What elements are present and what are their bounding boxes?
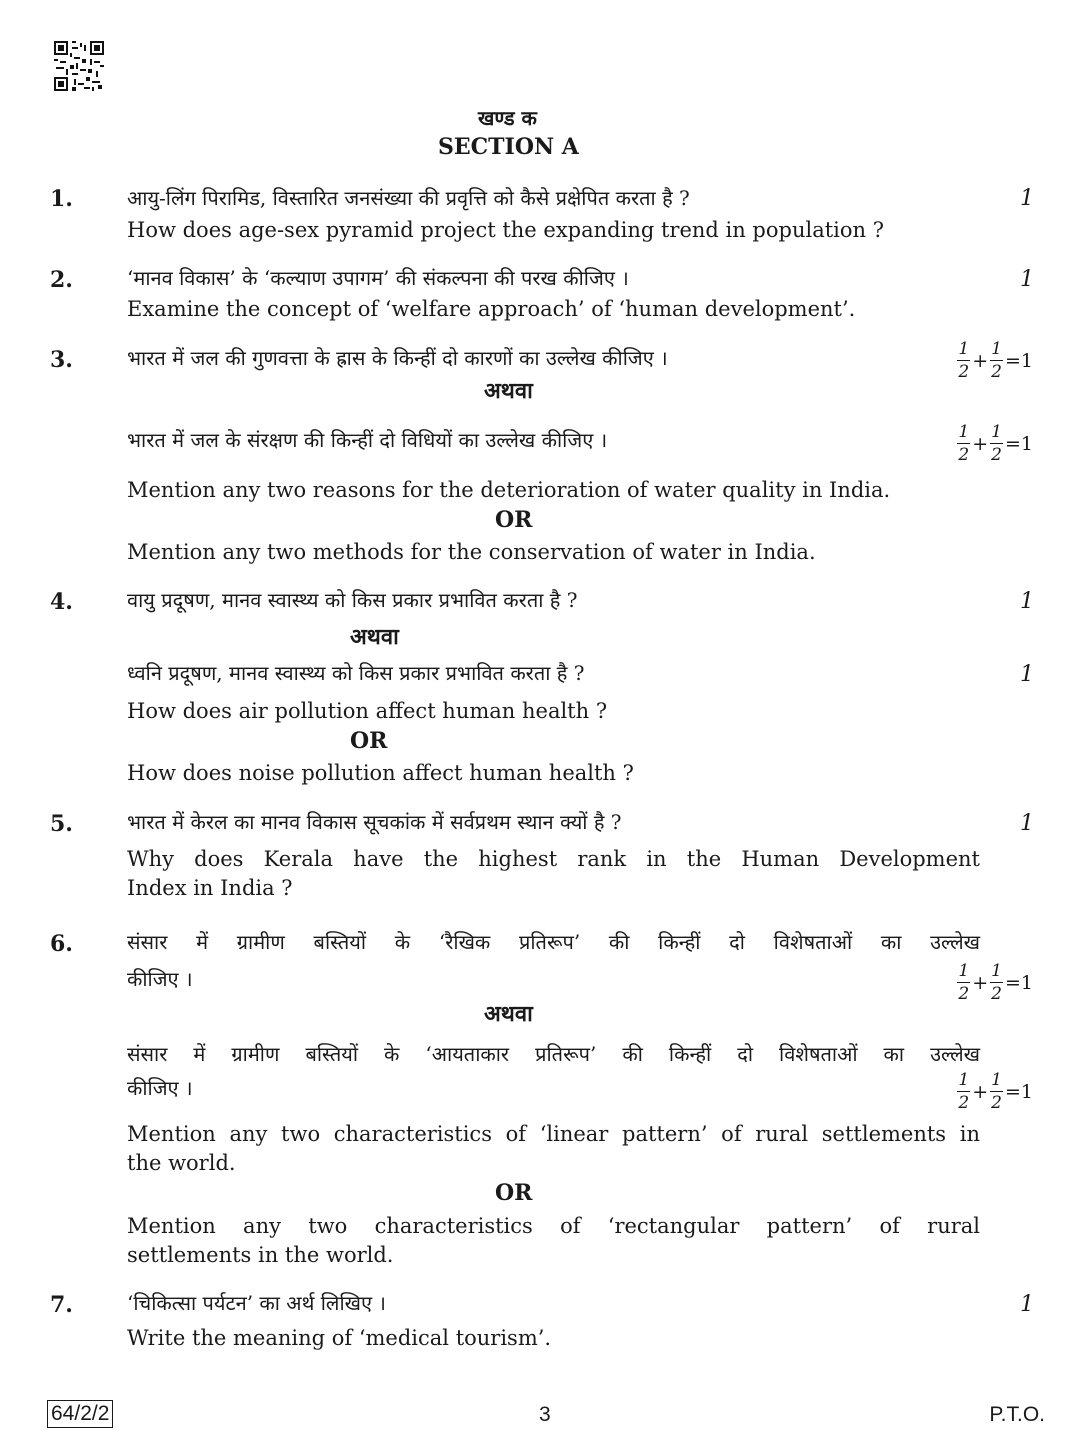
question-number: 2. xyxy=(50,267,73,293)
question-text-english: Examine the concept of ‘welfare approach’ of ‘human development’. xyxy=(127,297,856,321)
question-text-english: Mention any two reasons for the deterioration of water quality in India. xyxy=(127,478,891,502)
question-text-hindi: संसार में ग्रामीण बस्तियों के ‘रैखिक प्रतिरूप’ की किन्हीं दो विशेषताओं का उल्लेख xyxy=(127,930,980,954)
question-text-hindi: भारत में केरल का मानव विकास सूचकांक में सर्वप्रथम स्थान क्यों है ? xyxy=(127,810,622,834)
question-text-english: the world. xyxy=(127,1151,236,1175)
question-text-hindi: कीजिए । xyxy=(127,967,193,991)
question-marks-split: $\frac{1}{2}$ + $\frac{1}{2}$ =1 xyxy=(958,339,1033,382)
or-divider: OR xyxy=(495,507,533,533)
question-alt-text-hindi: कीजिए । xyxy=(127,1076,193,1100)
or-divider-hindi: अथवा xyxy=(484,378,533,404)
question-alt-text-english: settlements in the world. xyxy=(127,1243,394,1267)
question-text-hindi: ‘मानव विकास’ के ‘कल्याण उपागम’ की संकल्पना की परख कीजिए । xyxy=(127,266,629,290)
question-marks-split: $\frac{1}{2}$ + $\frac{1}{2}$ =1 xyxy=(958,1070,1033,1113)
question-number: 7. xyxy=(50,1292,73,1318)
question-text-english: How does age-sex pyramid project the expanding trend in population ? xyxy=(127,218,884,242)
question-marks: 1 xyxy=(1020,186,1034,211)
pto-label: P.T.O. xyxy=(989,1403,1045,1426)
question-text-english: Write the meaning of ‘medical tourism’. xyxy=(127,1326,552,1350)
question-marks-split: $\frac{1}{2}$ + $\frac{1}{2}$ =1 xyxy=(958,961,1033,1004)
question-text-hindi: ‘चिकित्सा पर्यटन’ का अर्थ लिखिए । xyxy=(127,1291,387,1315)
question-number: 6. xyxy=(50,931,73,957)
question-marks: 1 xyxy=(1020,662,1034,687)
question-marks-split: $\frac{1}{2}$ + $\frac{1}{2}$ =1 xyxy=(958,422,1033,465)
question-text-english: Index in India ? xyxy=(127,876,293,900)
qr-code xyxy=(54,41,104,91)
question-text-hindi: भारत में जल की गुणवत्ता के ह्रास के किन्हीं दो कारणों का उल्लेख कीजिए । xyxy=(127,346,668,370)
question-alt-text-english: Mention any two characteristics of ‘rectangular pattern’ of rural xyxy=(127,1214,980,1238)
section-title-hindi: खण्ड क xyxy=(478,106,537,130)
section-title: SECTION A xyxy=(438,134,579,160)
paper-code: 64/2/2 xyxy=(47,1400,113,1428)
question-marks: 1 xyxy=(1020,811,1034,836)
or-divider-hindi: अथवा xyxy=(484,1001,533,1027)
question-marks: 1 xyxy=(1020,267,1034,292)
question-text-english: Mention any two characteristics of ‘linear pattern’ of rural settlements in xyxy=(127,1122,980,1146)
question-alt-text-hindi: भारत में जल के संरक्षण की किन्हीं दो विधियों का उल्लेख कीजिए । xyxy=(127,428,608,452)
question-number: 4. xyxy=(50,589,73,615)
question-alt-text-english: How does noise pollution affect human health ? xyxy=(127,761,634,785)
question-marks: 1 xyxy=(1020,589,1034,614)
or-divider-hindi: अथवा xyxy=(350,624,399,650)
page-number: 3 xyxy=(539,1403,551,1426)
question-alt-text-english: Mention any two methods for the conservation of water in India. xyxy=(127,540,816,564)
question-marks: 1 xyxy=(1020,1292,1034,1317)
question-text-hindi: आयु-लिंग पिरामिड, विस्तारित जनसंख्या की प्रवृत्ति को कैसे प्रक्षेपित करता है ? xyxy=(127,186,690,210)
question-number: 5. xyxy=(50,811,73,837)
question-alt-text-hindi: संसार में ग्रामीण बस्तियों के ‘आयताकार प्रतिरूप’ की किन्हीं दो विशेषताओं का उल्लेख xyxy=(127,1042,980,1066)
or-divider: OR xyxy=(350,728,388,754)
question-alt-text-hindi: ध्वनि प्रदूषण, मानव स्वास्थ्य को किस प्रकार प्रभावित करता है ? xyxy=(127,661,585,685)
or-divider: OR xyxy=(495,1180,533,1206)
question-text-hindi: वायु प्रदूषण, मानव स्वास्थ्य को किस प्रकार प्रभावित करता है ? xyxy=(127,588,578,612)
question-text-english: How does air pollution affect human health ? xyxy=(127,699,608,723)
question-text-english: Why does Kerala have the highest rank in the Human Development xyxy=(127,847,980,871)
question-number: 1. xyxy=(50,186,73,212)
question-number: 3. xyxy=(50,347,73,373)
